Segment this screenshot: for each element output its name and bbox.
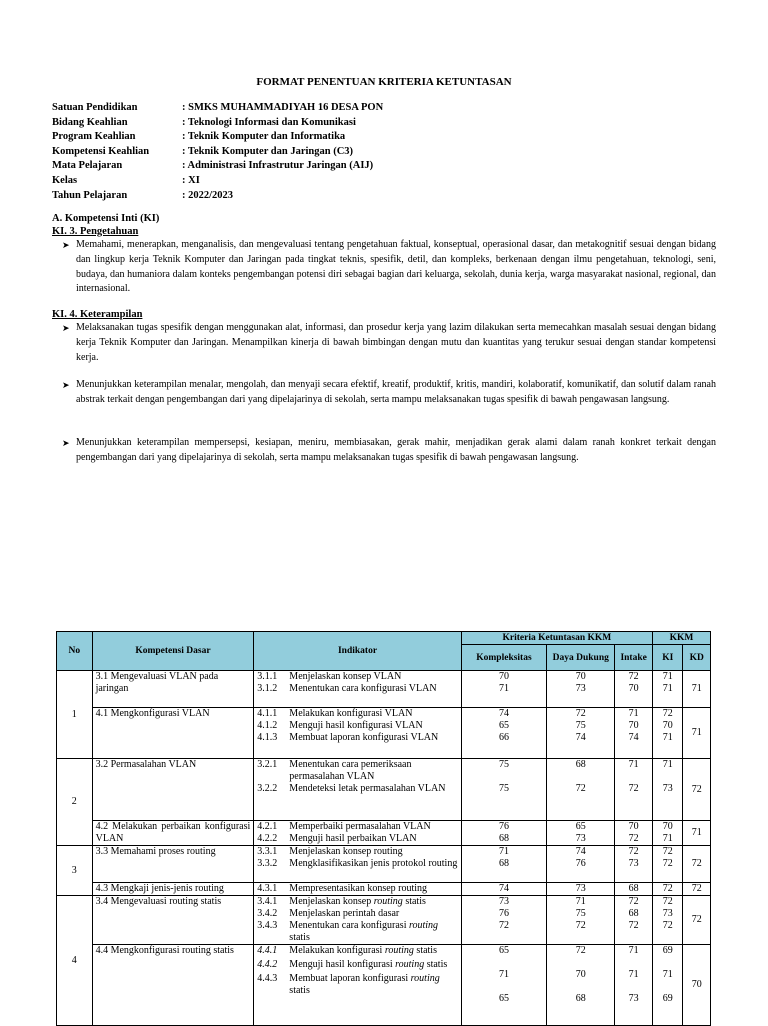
kd-cell: 3.4 Mengevaluasi routing statis — [92, 896, 254, 945]
statis-term: statis — [289, 985, 310, 996]
meta-row — [52, 174, 383, 189]
indikator-text: Mendeteksi letak permasalahan VLAN — [289, 783, 446, 794]
indikator-code: 3.1.1 — [257, 671, 278, 682]
kd-value: 72 — [683, 759, 711, 821]
ki-value: 72 72 — [652, 846, 683, 883]
indikator-cell — [254, 846, 461, 883]
header-kkm: KKM — [652, 632, 710, 645]
ki-value: 71 73 — [652, 759, 683, 821]
ki4-heading: KI. 4. Keterampilan — [52, 309, 143, 320]
indikator-text: Menguji hasil konfigurasi — [289, 959, 393, 970]
indikator-cell — [254, 945, 461, 1026]
row-number: 2 — [57, 759, 93, 846]
row-number: 1 — [57, 671, 93, 759]
routing-term: routing — [373, 896, 403, 907]
meta-value: : 2022/2023 — [182, 189, 234, 201]
header-daya-dukung: Daya Dukung — [547, 645, 615, 671]
meta-value: : SMKS MUHAMMADIYAH 16 DESA PON — [182, 102, 384, 113]
indikator-code: 4.3.1 — [257, 883, 278, 894]
header-ki: KI — [652, 645, 683, 671]
indikator-text: Melakukan konfigurasi — [289, 945, 383, 956]
table-row — [57, 671, 711, 708]
indikator-cell — [254, 759, 461, 821]
kd-cell: 4.3 Mengkaji jenis-jenis routing — [92, 883, 254, 896]
meta-key: Bidang Keahlian — [52, 116, 128, 128]
routing-term: routing — [408, 920, 439, 931]
daya-dukung-value: 72 75 74 — [547, 708, 615, 759]
indikator-code: 3.3.1 — [257, 846, 278, 857]
ki4-bullet — [62, 321, 716, 365]
indikator-code: 3.4.2 — [257, 908, 278, 919]
meta-value: : Teknologi Informasi dan Komunikasi — [182, 116, 356, 128]
meta-row — [52, 130, 383, 145]
meta-key: Satuan Pendidikan — [52, 102, 138, 113]
kompleksitas-value: 71 68 — [461, 846, 546, 883]
intake-value: 71 71 73 — [615, 945, 653, 1026]
intake-value: 71 70 74 — [615, 708, 653, 759]
indikator-code: 3.4.3 — [257, 920, 278, 931]
indikator-code: 4.4.1 — [257, 945, 278, 956]
meta-row — [52, 101, 383, 116]
ki3-text: Memahami, menerapkan, menganalisis, dan mengevaluasi tentang pengetahuan faktual, konseptual, operasional dasar, dan metakognitif sesuai dengan bidang dan lingkup kerja Teknik Komputer dan Jaringan pada tingkat teknis, spesifik, detil, dan kompleks, berkenaan dengan ilmu pengetahuan, teknologi, seni, budaya, dan humaniora dalam konteks pengembangan potensi diri sebagai bagian dari keluarga, sekolah, dunia kerja, warga masyarakat nasional, regional, dan internasional. — [76, 239, 716, 295]
routing-term: routing — [384, 945, 414, 956]
ki-value: 72 — [652, 883, 683, 896]
ki-heading: A. Kompetensi Inti (KI) — [52, 213, 160, 224]
indikator-text: Mempresentasikan konsep routing — [289, 883, 428, 894]
indikator-code: 4.1.2 — [257, 720, 278, 731]
kompleksitas-value: 70 71 — [461, 671, 546, 708]
table-row — [57, 945, 711, 1026]
indikator-text: Menjelaskan konsep VLAN — [289, 671, 402, 682]
indikator-text: Membuat laporan konfigurasi VLAN — [289, 732, 439, 743]
intake-value: 71 72 — [615, 759, 653, 821]
kd-cell: 3.1 Mengevaluasi VLAN pada jaringan — [92, 671, 254, 708]
routing-term: routing — [410, 973, 440, 984]
meta-row — [52, 189, 383, 204]
header-no: No — [57, 632, 93, 671]
ki-value: 70 71 — [652, 821, 683, 846]
header-intake: Intake — [615, 645, 653, 671]
document-title: FORMAT PENENTUAN KRITERIA KETUNTASAN — [256, 76, 512, 88]
arrow-bullet-icon: ➤ — [62, 438, 70, 448]
indikator-cell — [254, 671, 461, 708]
kd-cell: 4.1 Mengkonfigurasi VLAN — [92, 708, 254, 759]
routing-term: routing — [395, 959, 425, 970]
indikator-text: Mengklasifikasikan jenis protokol routing — [289, 858, 458, 869]
table-header-row — [57, 632, 711, 645]
meta-row — [52, 145, 383, 160]
indikator-code: 4.4.3 — [257, 973, 278, 984]
intake-value: 72 70 — [615, 671, 653, 708]
indikator-text: Menjelaskan konsep routing — [289, 846, 403, 857]
indikator-code: 3.1.2 — [257, 683, 278, 694]
meta-key: Program Keahlian — [52, 131, 136, 143]
meta-key: Kompetensi Keahlian — [52, 145, 150, 157]
kompleksitas-value: 76 68 — [461, 821, 546, 846]
indikator-code: 3.2.1 — [257, 759, 278, 770]
kd-value: 72 — [683, 896, 711, 945]
kd-cell: 3.2 Permasalahan VLAN — [92, 759, 254, 821]
indikator-text: Menjelaskan konsep — [289, 896, 372, 907]
statis-term: statis — [405, 896, 426, 907]
ki4-bullet — [62, 436, 716, 466]
table-row — [57, 846, 711, 883]
kd-cell: 3.3 Memahami proses routing — [92, 846, 254, 883]
meta-value: : Teknik Komputer dan Jaringan (C3) — [182, 145, 354, 157]
meta-row — [52, 159, 383, 174]
kompleksitas-value: 74 — [461, 883, 546, 896]
kompleksitas-value: 65 71 65 — [461, 945, 546, 1026]
indikator-text: Memperbaiki permasalahan VLAN — [289, 821, 431, 832]
daya-dukung-value: 65 73 — [547, 821, 615, 846]
indikator-code: 4.1.1 — [257, 708, 278, 719]
ki-value: 72 73 72 — [652, 896, 683, 945]
meta-value: : Teknik Komputer dan Informatika — [182, 131, 346, 143]
header-kd: KD — [683, 645, 711, 671]
meta-key: Mata Pelajaran — [52, 160, 123, 172]
header-indikator: Indikator — [254, 632, 461, 671]
kd-value: 72 — [683, 883, 711, 896]
indikator-text: Menguji hasil perbaikan VLAN — [289, 833, 417, 844]
statis-term: statis — [426, 959, 448, 970]
intake-value: 70 72 — [615, 821, 653, 846]
ki4-bullet — [62, 378, 716, 408]
indikator-code: 4.4.2 — [257, 959, 278, 970]
intake-value: 72 73 — [615, 846, 653, 883]
ki4-text: Melaksanakan tugas spesifik dengan menggunakan alat, informasi, dan prosedur kerja yang lazim dilakukan serta memecahkan masalah sesuai dengan bidang kerja Teknik Komputer dan Jaringan. Menampilkan kinerja di bawah bimbingan dengan mutu dan kuantitas yang terukur sesuai dengan standar kompetensi kerja. — [76, 322, 716, 363]
table-row — [57, 821, 711, 846]
header-kompetensi-dasar: Kompetensi Dasar — [92, 632, 254, 671]
meta-value: : XI — [182, 174, 200, 186]
indikator-code: 3.2.2 — [257, 783, 278, 794]
ki4-text: Menunjukkan keterampilan menalar, mengolah, dan menyaji secara efektif, kreatif, produktif, kritis, mandiri, kolaboratif, komunikatif, dan solutif dalam ranah abstrak terkait dengan pengembangan dari yang dipelajarinya di sekolah, serta mampu melaksanakan tugas spesifik di bawah pengawasan langsung. — [76, 379, 716, 405]
kompleksitas-value: 73 76 72 — [461, 896, 546, 945]
table-row — [57, 708, 711, 759]
daya-dukung-value: 72 70 68 — [547, 945, 615, 1026]
identity-block — [52, 101, 383, 203]
meta-key: Kelas — [52, 174, 78, 186]
indikator-code: 3.3.2 — [257, 858, 278, 869]
kd-cell: 4.2 Melakukan perbaikan konfigurasi VLAN — [92, 821, 254, 846]
kd-value: 72 — [683, 846, 711, 883]
ki3-heading: KI. 3. Pengetahuan — [52, 226, 139, 237]
daya-dukung-value: 74 76 — [547, 846, 615, 883]
kkm-table — [56, 631, 711, 1026]
indikator-text: Menentukan cara konfigurasi — [289, 920, 407, 931]
table-row — [57, 896, 711, 945]
row-number: 4 — [57, 896, 93, 1026]
arrow-bullet-icon: ➤ — [62, 323, 70, 333]
indikator-code: 4.2.1 — [257, 821, 278, 832]
kd-value: 71 — [683, 821, 711, 846]
indikator-cell — [254, 883, 461, 896]
statis-term: statis — [416, 945, 437, 956]
kd-value: 70 — [683, 945, 711, 1026]
indikator-text: Menentukan cara pemeriksaan permasalahan VLAN — [289, 759, 412, 782]
meta-key: Tahun Pelajaran — [52, 189, 128, 201]
daya-dukung-value: 68 72 — [547, 759, 615, 821]
ki-value: 72 70 71 — [652, 708, 683, 759]
indikator-cell — [254, 896, 461, 945]
daya-dukung-value: 70 73 — [547, 671, 615, 708]
ki-value: 71 71 — [652, 671, 683, 708]
indikator-text: Menjelaskan perintah dasar — [289, 908, 400, 919]
row-number: 3 — [57, 846, 93, 896]
table-row — [57, 883, 711, 896]
indikator-cell — [254, 708, 461, 759]
meta-row — [52, 116, 383, 131]
header-kriteria: Kriteria Ketuntasan KKM — [461, 632, 652, 645]
kompleksitas-value: 75 75 — [461, 759, 546, 821]
arrow-bullet-icon: ➤ — [62, 240, 70, 250]
daya-dukung-value: 71 75 72 — [547, 896, 615, 945]
indikator-text: Menguji hasil konfigurasi VLAN — [289, 720, 423, 731]
indikator-text: Membuat laporan konfigurasi — [289, 973, 409, 984]
kd-value: 71 — [683, 708, 711, 759]
ki-value: 69 71 69 — [652, 945, 683, 1026]
statis-term: statis — [289, 932, 310, 943]
indikator-cell — [254, 821, 461, 846]
meta-value: : Administrasi Infrastrutur Jaringan (AIJ) — [182, 160, 374, 172]
indikator-text: Melakukan konfigurasi VLAN — [289, 708, 413, 719]
table-row — [57, 759, 711, 821]
ki4-text: Menunjukkan keterampilan mempersepsi, kesiapan, meniru, membiasakan, gerak mahir, menjadikan gerak alami dalam ranah konkret terkait dengan pengembangan dari yang dipelajarinya di sekolah, serta mampu melaksanakan tugas spesifik di bawah pengawasan langsung. — [76, 437, 716, 463]
ki3-bullet — [62, 238, 716, 297]
header-kompleksitas: Kompleksitas — [461, 645, 546, 671]
intake-value: 68 — [615, 883, 653, 896]
indikator-code: 4.2.2 — [257, 833, 278, 844]
daya-dukung-value: 73 — [547, 883, 615, 896]
indikator-text: Menentukan cara konfigurasi VLAN — [289, 683, 437, 694]
intake-value: 72 68 72 — [615, 896, 653, 945]
indikator-code: 3.4.1 — [257, 896, 278, 907]
kd-value: 71 — [683, 671, 711, 708]
kompleksitas-value: 74 65 66 — [461, 708, 546, 759]
arrow-bullet-icon: ➤ — [62, 380, 70, 390]
kd-cell: 4.4 Mengkonfigurasi routing statis — [92, 945, 254, 1026]
indikator-code: 4.1.3 — [257, 732, 278, 743]
